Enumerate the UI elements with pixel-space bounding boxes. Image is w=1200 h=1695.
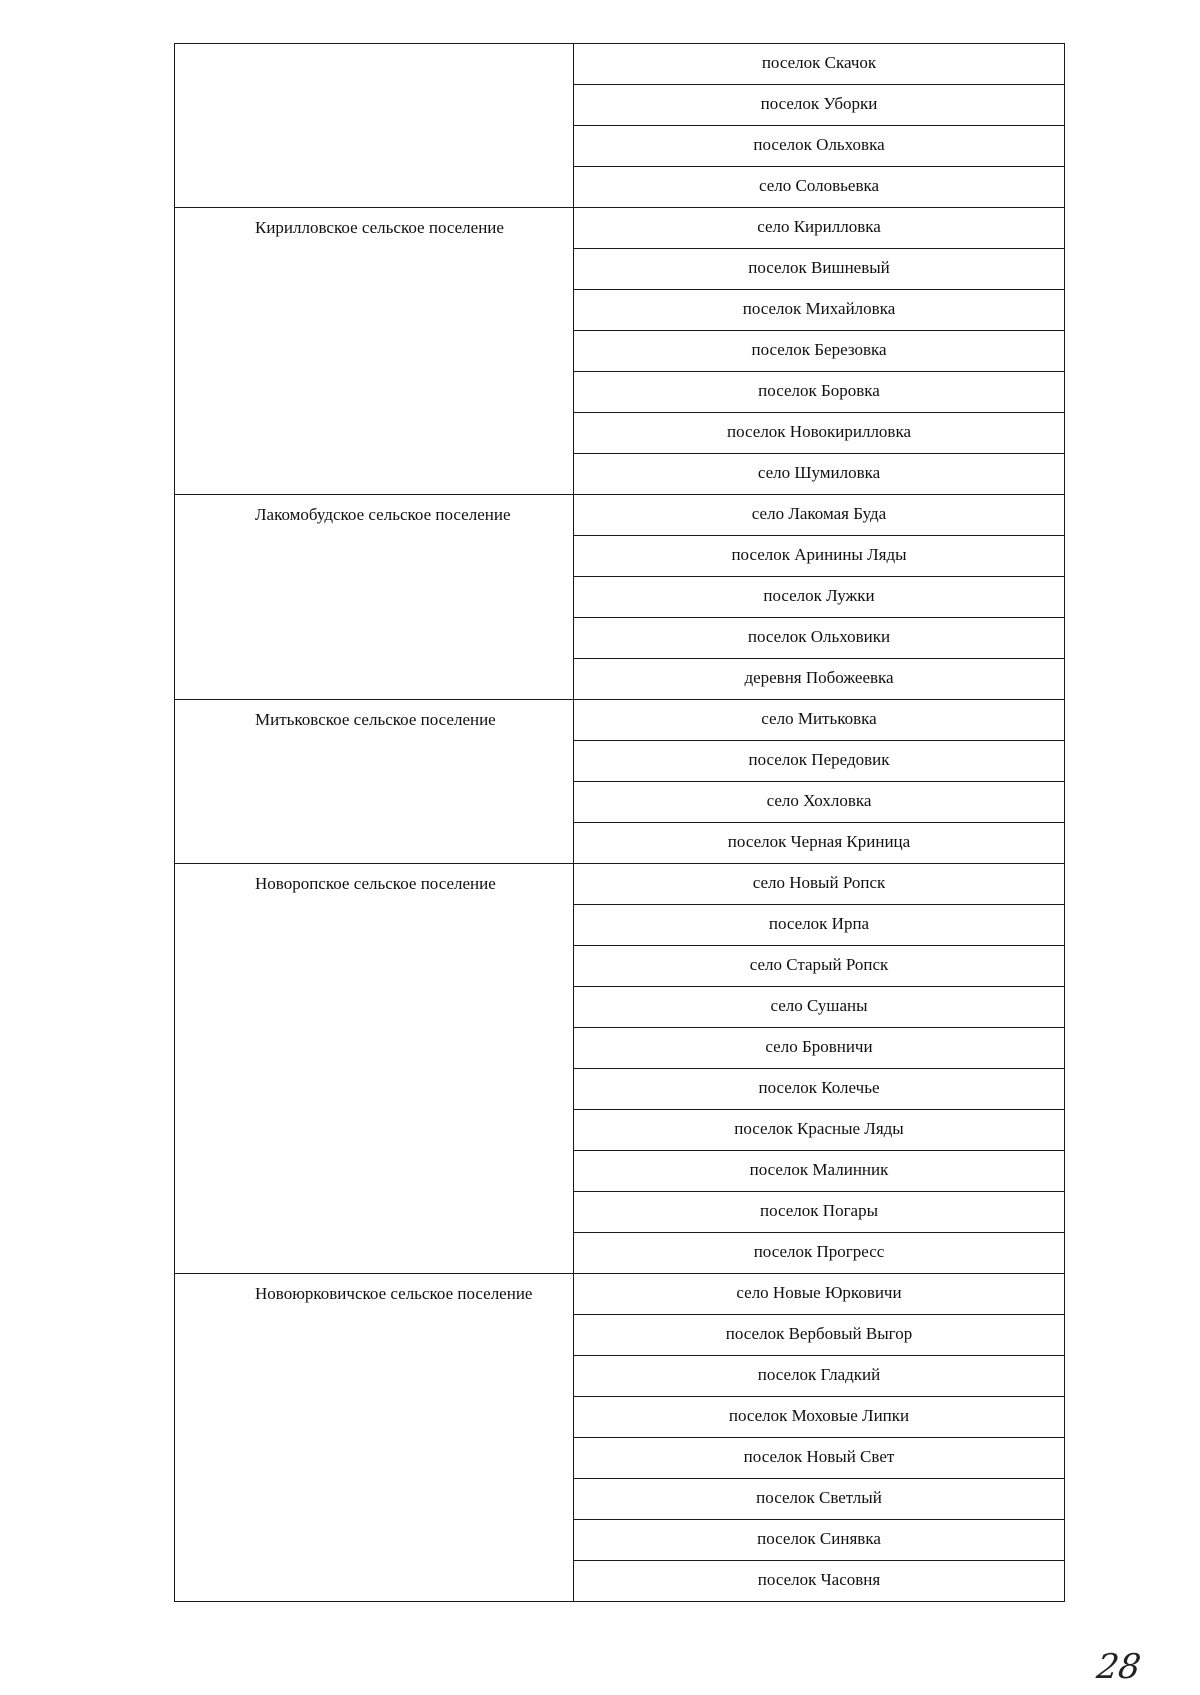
settlement-cell: Лакомобудское сельское поселение	[175, 495, 574, 700]
village-name: село Хохловка	[766, 791, 872, 810]
village-cell	[574, 1520, 1065, 1561]
village-cell	[574, 372, 1065, 413]
village-name: поселок Вербовый Выгор	[725, 1324, 913, 1343]
village-name: поселок Малинник	[749, 1160, 889, 1179]
settlement-cell	[175, 44, 574, 208]
village-name: поселок Колечье	[758, 1078, 880, 1097]
village-cell	[574, 823, 1065, 864]
village-name: село Соловьевка	[758, 176, 880, 195]
village-name: поселок Новокирилловка	[727, 422, 911, 441]
village-cell	[574, 1561, 1065, 1602]
table-row	[175, 208, 1065, 249]
page-number: 28	[1093, 1647, 1143, 1687]
village-name: село Шумиловка	[757, 463, 881, 482]
village-cell	[574, 1315, 1065, 1356]
village-name: село Кирилловка	[757, 217, 881, 236]
settlement-cell: Новоропское сельское поселение	[175, 864, 574, 1274]
village-cell	[574, 1110, 1065, 1151]
village-cell	[574, 536, 1065, 577]
settlement-cell: Митьковское сельское поселение	[175, 700, 574, 864]
village-name: село Митьковка	[761, 709, 877, 728]
village-name: село Бровничи	[765, 1037, 873, 1056]
village-cell	[574, 495, 1065, 536]
village-cell	[574, 167, 1065, 208]
village-cell	[574, 741, 1065, 782]
village-cell	[574, 454, 1065, 495]
village-name: поселок Боровка	[758, 381, 880, 400]
village-cell	[574, 946, 1065, 987]
village-name: поселок Скачок	[761, 53, 877, 72]
village-cell	[574, 208, 1065, 249]
village-name: поселок Вишневый	[748, 258, 890, 277]
table-row	[175, 495, 1065, 536]
village-name: поселок Часовня	[757, 1570, 881, 1589]
village-cell	[574, 1151, 1065, 1192]
village-name: поселок Уборки	[760, 94, 878, 113]
village-cell	[574, 987, 1065, 1028]
village-name: поселок Прогресс	[753, 1242, 885, 1261]
village-cell	[574, 1274, 1065, 1315]
village-cell	[574, 290, 1065, 331]
village-name: поселок Березовка	[751, 340, 887, 359]
village-name: поселок Передовик	[748, 750, 890, 769]
village-name: село Старый Ропск	[749, 955, 889, 974]
village-name: село Новые Юрковичи	[736, 1283, 902, 1302]
village-cell	[574, 1233, 1065, 1274]
village-cell	[574, 864, 1065, 905]
village-cell	[574, 1397, 1065, 1438]
village-name: село Сушаны	[770, 996, 868, 1015]
village-name: поселок Ольховка	[753, 135, 885, 154]
village-cell	[574, 659, 1065, 700]
village-cell	[574, 1069, 1065, 1110]
village-name: деревня Побожеевка	[744, 668, 894, 687]
table-row	[175, 864, 1065, 905]
settlements-table	[174, 43, 1065, 1602]
village-cell	[574, 1028, 1065, 1069]
table-row	[175, 44, 1065, 85]
village-name: поселок Погары	[759, 1201, 879, 1220]
village-cell	[574, 618, 1065, 659]
village-cell	[574, 1192, 1065, 1233]
village-name: поселок Ирпа	[768, 914, 870, 933]
village-cell	[574, 413, 1065, 454]
settlement-cell: Новоюрковичское сельское поселение	[175, 1274, 574, 1602]
table-row	[175, 1274, 1065, 1315]
table-body	[175, 44, 1065, 1602]
table-row	[175, 700, 1065, 741]
village-cell	[574, 85, 1065, 126]
village-name: поселок Синявка	[757, 1529, 881, 1548]
village-cell	[574, 700, 1065, 741]
village-cell	[574, 577, 1065, 618]
village-name: село Лакомая Буда	[751, 504, 887, 523]
village-name: село Новый Ропск	[752, 873, 886, 892]
village-name: поселок Черная Криница	[727, 832, 911, 851]
village-cell	[574, 126, 1065, 167]
settlement-cell: Кирилловское сельское поселение	[175, 208, 574, 495]
village-cell	[574, 1356, 1065, 1397]
village-name: поселок Ольховики	[747, 627, 891, 646]
village-name: поселок Светлый	[756, 1488, 882, 1507]
village-cell	[574, 44, 1065, 85]
village-name: поселок Моховые Липки	[728, 1406, 910, 1425]
village-name: поселок Гладкий	[757, 1365, 881, 1384]
village-name: поселок Новый Свет	[743, 1447, 895, 1466]
village-cell	[574, 1438, 1065, 1479]
village-cell	[574, 331, 1065, 372]
village-cell	[574, 782, 1065, 823]
village-name: поселок Красные Ляды	[734, 1119, 904, 1138]
village-name: поселок Михайловка	[742, 299, 896, 318]
village-cell	[574, 249, 1065, 290]
village-cell	[574, 1479, 1065, 1520]
village-cell	[574, 905, 1065, 946]
village-name: поселок Аринины Ляды	[731, 545, 907, 564]
village-name: поселок Лужки	[763, 586, 875, 605]
